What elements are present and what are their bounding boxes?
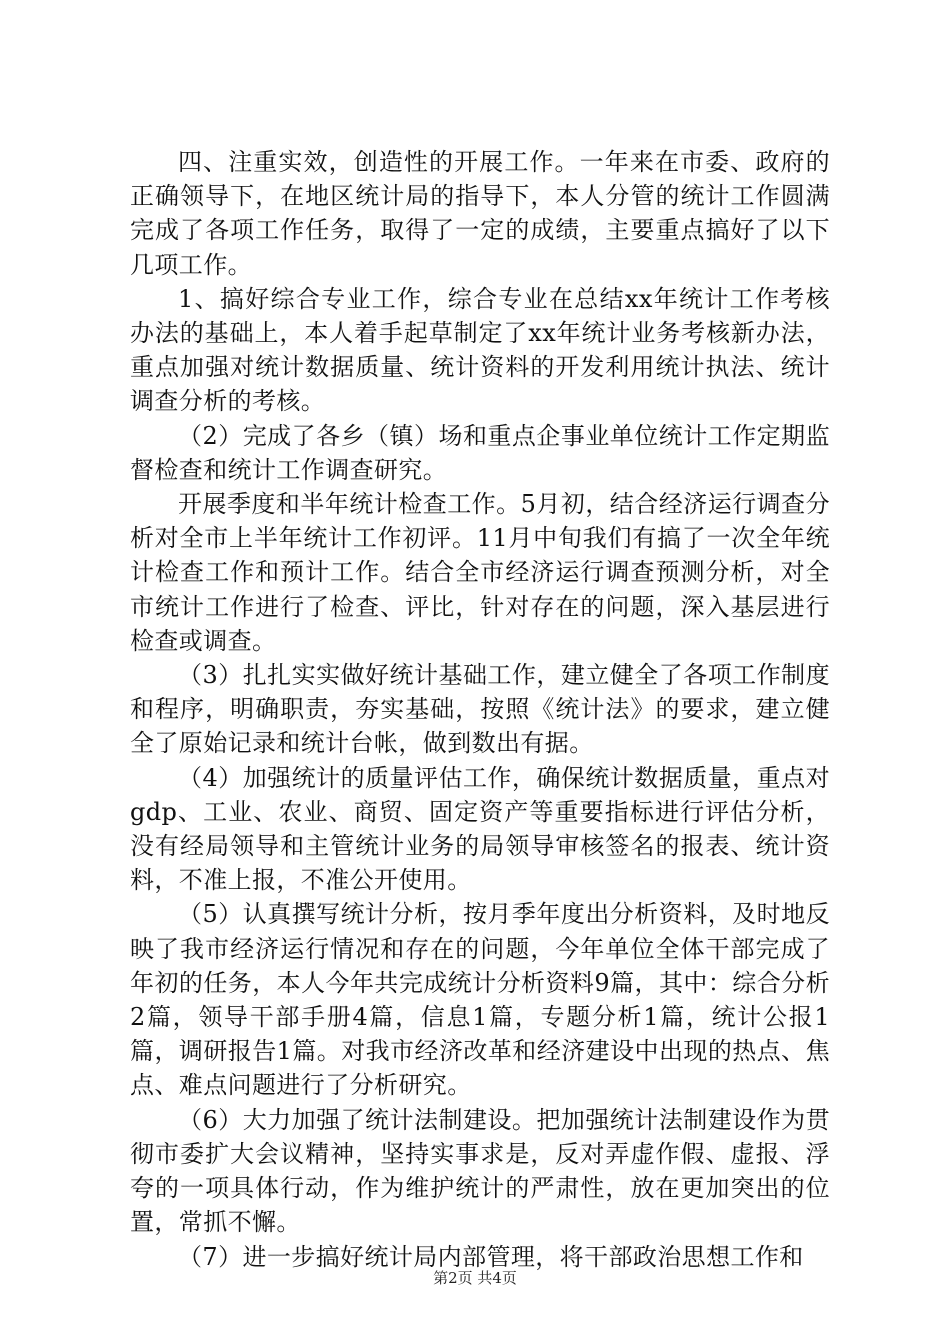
page-footer [0, 1268, 950, 1288]
paragraph-item-3: （3）扎扎实实做好统计基础工作，建立健全了各项工作制度和程序，明确职责，夯实基础，按照《统计法》的要求，建立健全了原始记录和统计台帐，做到数出有据。 [130, 661, 830, 758]
paragraph-item-5: （5）认真撰写统计分析，按月季年度出分析资料，及时地反映了我市经济运行情况和存在的问题，今年单位全体干部完成了年初的任务，本人今年共完成统计分析资料9篇，其中：综合分析2篇，领导干部手册4篇，信息1篇，专题分析1篇，统计公报1篇，调研报告1篇。对我市经济改革和经济建设中出现的热点、焦点、难点问题进行了分析研究。 [130, 900, 830, 1100]
page-number-label: 第2页 共4页 [433, 1269, 517, 1287]
paragraph-item-1: 1、搞好综合专业工作，综合专业在总结xx年统计工作考核办法的基础上，本人着手起草制定了xx年统计业务考核新办法，重点加强对统计数据质量、统计资料的开发利用统计执法、统计调查分析的考核。 [130, 284, 830, 416]
paragraph-quarterly-check: 开展季度和半年统计检查工作。5月初，结合经济运行调查分析对全市上半年统计工作初评。11月中旬我们有搞了一次全年统计检查工作和预计工作。结合全市经济运行调查预测分析，对全市统计工作进行了检查、评比，针对存在的问题，深入基层进行检查或调查。 [130, 490, 830, 655]
paragraph-item-6: （6）大力加强了统计法制建设。把加强统计法制建设作为贯彻市委扩大会议精神，坚持实事求是，反对弄虚作假、虚报、浮夸的一项具体行动，作为维护统计的严肃性，放在更加突出的位置，常抓不懈。 [130, 1105, 830, 1237]
document-body [130, 145, 830, 1274]
paragraph-item-2: （2）完成了各乡（镇）场和重点企事业单位统计工作定期监督检查和统计工作调查研究。 [130, 421, 830, 484]
paragraph-item-4: （4）加强统计的质量评估工作，确保统计数据质量，重点对gdp、工业、农业、商贸、固定资产等重要指标进行评估分析，没有经局领导和主管统计业务的局领导审核签名的报表、统计资料，不准上报，不准公开使用。 [130, 763, 830, 895]
paragraph-item-7: （7）进一步搞好统计局内部管理，将干部政治思想工作和 [178, 1242, 804, 1271]
paragraph-section-four: 四、注重实效，创造性的开展工作。一年来在市委、政府的正确领导下，在地区统计局的指导下，本人分管的统计工作圆满完成了各项工作任务，取得了一定的成绩，主要重点搞好了以下几项工作。 [130, 148, 830, 279]
